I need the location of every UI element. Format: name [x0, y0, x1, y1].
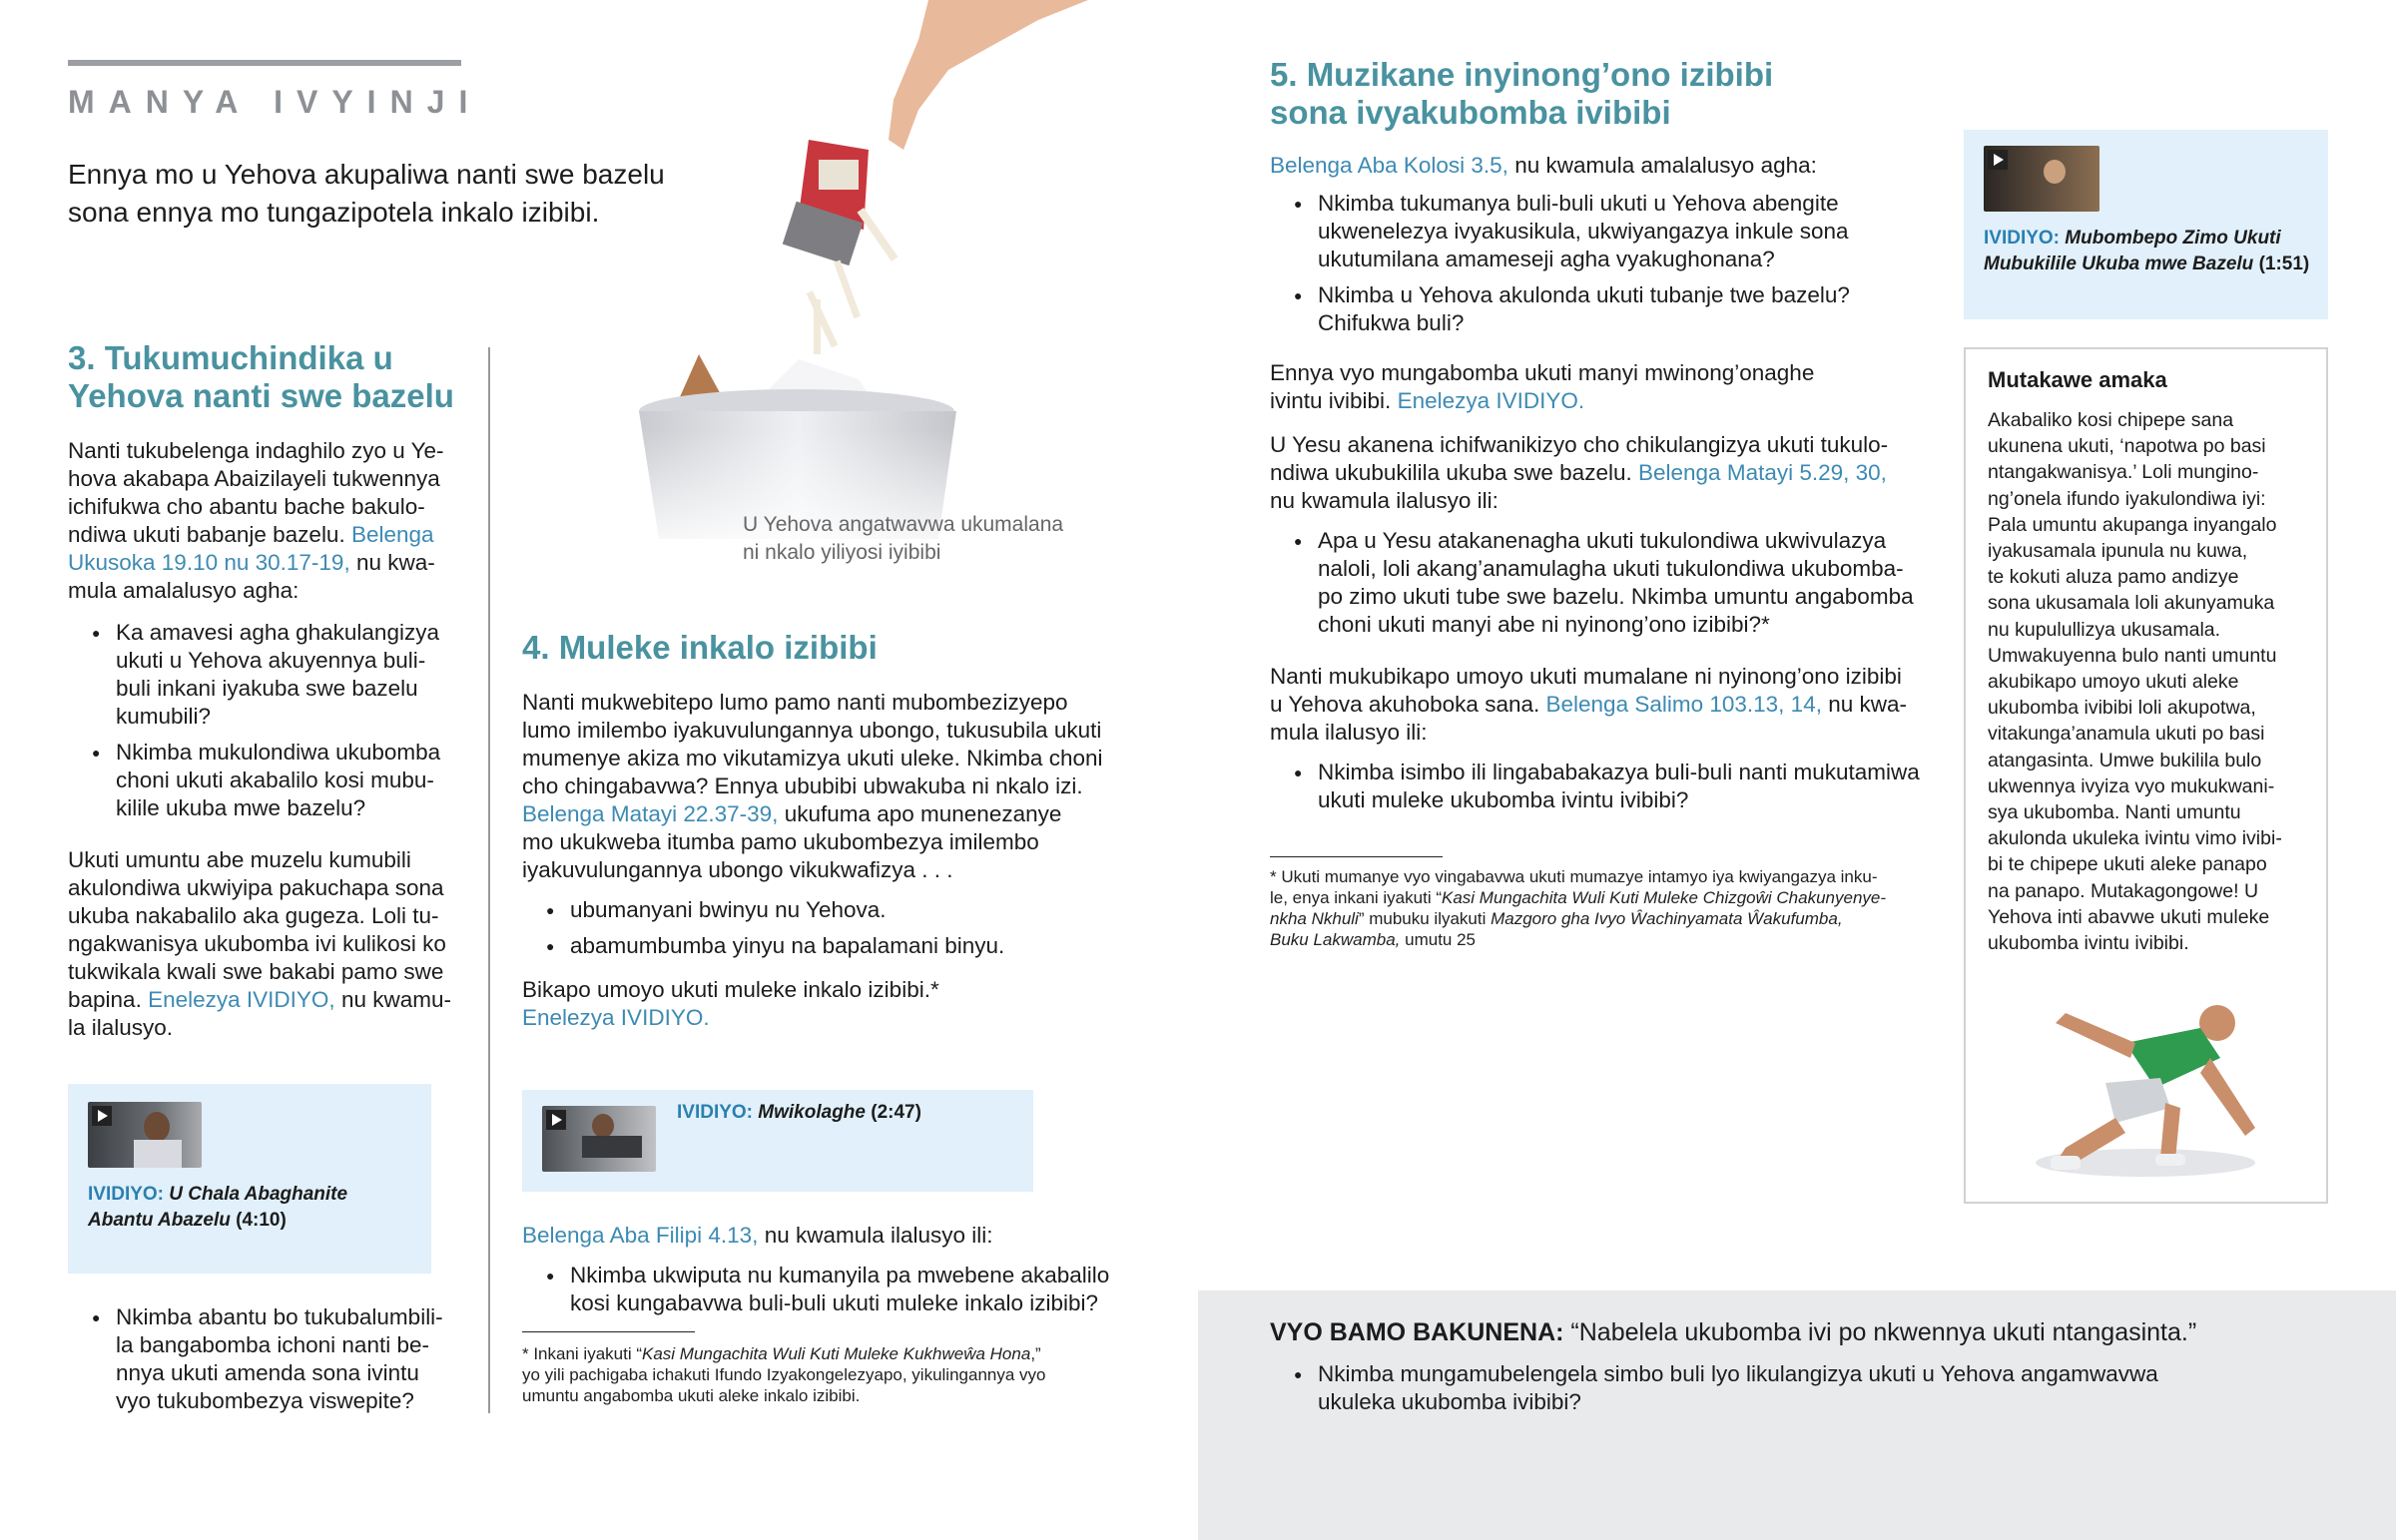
title-line: Yehova nanti swe bazelu — [68, 377, 454, 414]
text-line: ● Nkimba tukumanya buli-buli ukuti u Yehova abengite — [1318, 191, 1839, 216]
section-3 — [68, 339, 467, 1042]
video-title: U Chala Abaghanite — [169, 1184, 348, 1205]
text-line: ● Nkimba mukulondiwa ukubomba — [116, 740, 441, 765]
footnote-rule — [522, 1331, 695, 1332]
sidebar-text-line: vitakunga’anamula ukuti po basi — [1988, 723, 2265, 746]
footnote-text: * Inkani iyakuti “ — [522, 1344, 642, 1363]
section-3-bullets — [68, 619, 467, 822]
video-caption-prefix: IVIDIYO: — [1984, 228, 2061, 249]
video-link[interactable]: Enelezya IVIDIYO. — [1397, 388, 1585, 413]
question-item — [1270, 190, 1949, 273]
sidebar-text-line: ntangakwanisya.’ Loli mungino- — [1988, 461, 2259, 484]
footnote-rule — [1270, 856, 1443, 857]
text-line: lumo imilembo iyakuvulungannya ubongo, tukusubila ukuti — [522, 718, 1102, 743]
scripture-link[interactable]: Belenga Aba Filipi 4.13, — [522, 1223, 759, 1248]
sidebar-text-line: nu kupulullizya ukusamala. — [1988, 618, 2221, 641]
text-line: naloli, loli akang’anamulagha ukuti tukulondiwa ukubomba- — [1318, 556, 1904, 581]
video-label — [88, 1182, 407, 1234]
section-5-bullet3 — [1270, 527, 1949, 639]
list-item: ● abamumbumba yinyu na bapalamani binyu. — [522, 932, 1141, 960]
footnote-text: yo yili pachigaba ichakuti Ifundo Izyakongelezyapo, yikulingannya vyo — [522, 1365, 1046, 1384]
video-caption-prefix: IVIDIYO: — [677, 1102, 754, 1123]
text-line: nu kwamula amalalusyo agha: — [1514, 153, 1817, 178]
text-line: ichifukwa cho abantu bache bakulo- — [68, 494, 425, 519]
page-header: MANYA IVYINJI — [68, 84, 482, 120]
footnote-book: Mazgoro gha Ivyo Ŵachinyamata Ŵakufumba, — [1491, 909, 1843, 928]
footnote-title: Kasi Mungachita Wuli Kuti Muleke Kukhweŵa Hona — [642, 1344, 1031, 1363]
footnote-text: le, enya inkani iyakuti “ — [1270, 888, 1442, 907]
sidebar-text-line: te kokuti aluza pamo andizye — [1988, 566, 2239, 589]
sidebar-text-line: bi te chipepe ukuti aleke panapo — [1988, 853, 2267, 876]
video-label — [677, 1100, 921, 1126]
text-line: ukufuma apo munenezanye — [784, 801, 1062, 826]
video-link[interactable]: Enelezya IVIDIYO. — [522, 1005, 710, 1030]
sidebar-text-line: Pala umuntu akupanga inyangalo — [1988, 513, 2277, 536]
text-line: ivintu ivibibi. — [1270, 388, 1392, 413]
text-line: tukwikala kwali swe bakabi pamo swe — [68, 959, 444, 984]
sidebar-text-line: ng’onela ifundo iyakulondiwa iyi: — [1988, 487, 2266, 510]
section-5-para1 — [1270, 359, 1949, 415]
sidebar-text-line: akulonda ukuleka ivintu vimo ivibi- — [1988, 827, 2282, 850]
text-line: Bikapo umoyo ukuti muleke inkalo izibibi.* — [522, 977, 939, 1002]
video-thumbnail[interactable] — [88, 1102, 202, 1168]
question-item — [1270, 281, 1949, 337]
text-line: vyo tukubombezya viswepite? — [116, 1388, 414, 1413]
text-line: kosi kungabavwa buli-buli ukuti muleke inkalo izibibi? — [570, 1290, 1099, 1315]
list-item: ● ubumanyani bwinyu nu Yehova. — [522, 896, 1141, 924]
others-say-label: VYO BAMO BAKUNENA: — [1270, 1318, 1564, 1346]
text-line: Nanti tukubelenga indaghilo zyo u Ye- — [68, 438, 444, 463]
hand-icon — [889, 0, 1088, 150]
text-line: ● Nkimba u Yehova akulonda ukuti tubanje twe bazelu? — [1318, 282, 1850, 307]
text-line: ● Nkimba ukwiputa nu kumanyila pa mwebene akabalilo — [570, 1263, 1110, 1287]
section-5 — [1270, 56, 1949, 822]
question-item — [1270, 759, 1949, 814]
sidebar-text-line: Umwakuyenna bulo nanti umuntu — [1988, 644, 2277, 667]
scripture-link[interactable]: Belenga — [350, 522, 434, 547]
scripture-link[interactable]: Belenga Salimo 103.13, 14, — [1545, 692, 1822, 717]
intro-text: Ennya mo u Yehova akupaliwa nanti swe bazelu sona ennya mo tungazipotela inkalo izibibi. — [68, 159, 665, 228]
sidebar-text-line: sya ukubomba. Nanti umuntu — [1988, 801, 2241, 824]
sidebar-text-line: iyakusamala ipunula nu kuwa, — [1988, 540, 2248, 563]
text-line: Nanti mukubikapo umoyo ukuti mumalane ni nyinong’ono izibibi — [1270, 664, 1902, 689]
section-4-para2 — [522, 976, 1141, 1032]
video-title: Mwikolaghe — [758, 1102, 866, 1123]
footnote-text: ,” — [1030, 1344, 1041, 1363]
section-5-read — [1270, 152, 1949, 180]
title-line: 3. Tukumuchindika u — [68, 339, 393, 376]
video-duration: (4:10) — [236, 1210, 287, 1231]
text-line: U Yesu akanena ichifwanikizyo cho chikulangizya ukuti tukulo- — [1270, 432, 1889, 457]
footnote-text: umuntu angabomba ukuti aleke inkalo izibibi. — [522, 1386, 861, 1405]
runner-illustration — [1996, 988, 2295, 1188]
footnote-text: ” mubuku ilyakuti — [1358, 909, 1492, 928]
video-caption-prefix: IVIDIYO: — [88, 1184, 165, 1205]
text-line: mo ukukweba itumba pamo ukubombezya imilembo — [522, 829, 1039, 854]
title-line: 5. Muzikane inyinong’ono izibibi — [1270, 56, 1774, 93]
video-box-mubombepo[interactable] — [1964, 130, 2328, 319]
text-line: bapina. — [68, 987, 142, 1012]
text-line: ● Nkimba isimbo ili lingababakazya buli-buli nanti mukutamiwa — [1318, 760, 1920, 784]
text-line: nu kwa- — [355, 550, 435, 575]
footnote-right — [1270, 866, 1949, 950]
footnote-left — [522, 1343, 1121, 1406]
sidebar-text-line: ukubomba ivibibi loli akupotwa, — [1988, 697, 2256, 720]
text-line: hova akabapa Abaizilayeli tukwennya — [68, 466, 440, 491]
text-line: nu kwamula ilalusyo ili: — [1270, 488, 1498, 513]
section-5-para3 — [1270, 663, 1949, 747]
text-line: mumenye akiza mo vikutamizya ukuti uleke. Nkimba choni — [522, 746, 1103, 770]
text-line: kumubili? — [116, 704, 212, 729]
sidebar-text-line: sona ukusamala loli akunyamuka — [1988, 592, 2275, 615]
footnote-text: umutu 25 — [1400, 930, 1477, 949]
section-5-bullet4 — [1270, 759, 1949, 814]
text-line: cho chingabavwa? Ennya ububibi ubwakuba ni nkalo izi. — [522, 773, 1083, 798]
question-item — [68, 739, 467, 822]
section-5-para2 — [1270, 431, 1949, 515]
section-5-bullets — [1270, 190, 1949, 337]
sidebar-text-line: na panapo. Mutakagongowe! U — [1988, 879, 2259, 902]
text-line: ukutumilana amameseji agha vyakughonana? — [1318, 247, 1775, 271]
text-line: po zimo ukuti tube swe bazelu. Nkimba umuntu angabomba — [1318, 584, 1914, 609]
video-title: Mubombepo Zimo Ukuti — [2065, 228, 2281, 249]
video-box-chala[interactable] — [68, 1084, 431, 1274]
others-say-bullets — [1270, 1360, 2268, 1424]
play-icon[interactable] — [546, 1110, 566, 1130]
text-line: ukwenelezya ivyakusikula, ukwiyangazya inkule sona — [1318, 219, 1849, 244]
sidebar-title: Mutakawe amaka — [1988, 367, 2167, 392]
image-caption-line: U Yehova angatwavwa ukumalana — [743, 513, 1064, 536]
video-link[interactable]: Enelezya IVIDIYO, — [148, 987, 335, 1012]
title-line: sona ivyakubomba ivibibi — [1270, 94, 1671, 131]
text-line: nnya ukuti amenda sona ivintu — [116, 1360, 419, 1385]
question-item — [1270, 527, 1949, 639]
text-line: Ennya vyo mungabomba ukuti manyi mwinong’onaghe — [1270, 360, 1815, 385]
video-title: Abantu Abazelu — [88, 1210, 231, 1231]
play-icon[interactable] — [92, 1106, 112, 1126]
text-line: ukuti muleke ukubomba ivintu ivibibi? — [1318, 787, 1689, 812]
video-thumbnail[interactable] — [1984, 146, 2099, 212]
sidebar-text-line: ukunena ukuti, ‘napotwa po basi — [1988, 435, 2266, 458]
text-line: nu kwa- — [1828, 692, 1908, 717]
video-thumbnail[interactable] — [542, 1106, 656, 1172]
image-caption — [743, 511, 1063, 567]
sidebar-text-line: Yehova inti abavwe ukuti muleke — [1988, 905, 2270, 928]
question-item — [68, 619, 467, 731]
question-item — [522, 1262, 1141, 1317]
video-title: Mubukilile Ukuba mwe Bazelu — [1984, 254, 2254, 274]
text-line: nu kwamula ilalusyo ili: — [764, 1223, 993, 1248]
section-3-bullet-final — [68, 1303, 487, 1423]
question-item — [1270, 1360, 2268, 1416]
text-line: ● Nkimba abantu bo tukubalumbili- — [116, 1304, 443, 1329]
text-line: ● Apa u Yesu atakanenagha ukuti tukulondiwa ukwivulazya — [1318, 528, 1887, 553]
text-line: ● Ka amavesi agha ghakulangizya — [116, 620, 439, 645]
video-label — [1984, 226, 2323, 277]
others-say-line — [1270, 1316, 2196, 1348]
text-line: mula ilalusyo ili: — [1270, 720, 1428, 745]
text-line: ● Nkimba mungamubelengela simbo buli lyo likulangizya ukuti u Yehova angamwavwa — [1318, 1361, 2158, 1386]
section-4 — [522, 629, 1141, 1032]
scripture-link[interactable]: Belenga Aba Kolosi 3.5, — [1270, 153, 1508, 178]
video-duration: (2:47) — [871, 1102, 921, 1123]
scripture-link[interactable]: Ukusoka 19.10 nu 30.17-19, — [68, 550, 350, 575]
question-item — [68, 1303, 487, 1415]
video-box-mwikolaghe[interactable] — [522, 1090, 1033, 1192]
section-3-para1 — [68, 437, 467, 605]
sidebar-text-line: ukubomba ivintu ivibibi. — [1988, 932, 2189, 955]
text-line: iyakuvulungannya ubongo vikukwafizya . . . — [522, 857, 953, 882]
section-4-title: 4. Muleke inkalo izibibi — [522, 629, 878, 666]
sidebar-body — [1988, 407, 2307, 956]
sidebar-text-line: atangasinta. Umwe bukilila bulo — [1988, 749, 2262, 771]
section-4-bullets — [522, 896, 1141, 960]
sidebar-box — [1964, 347, 2328, 1204]
section-3-title — [68, 339, 467, 415]
others-say-quote: “Nabelela ukubomba ivi po nkwennya ukuti ntangasinta.” — [1570, 1318, 2197, 1346]
scripture-link[interactable]: Belenga Matayi 22.37-39, — [522, 801, 779, 826]
section-4-question — [522, 1262, 1141, 1317]
footnote-text: * Ukuti mumanye vyo vingabavwa ukuti mumazye intamyo iya kwiyangazya inku- — [1270, 867, 1878, 886]
header-rule — [68, 60, 461, 66]
text-line: nu kwamu- — [340, 987, 451, 1012]
video-duration: (1:51) — [2258, 254, 2310, 274]
sidebar-text-line: Akabaliko kosi chipepe sana — [1988, 409, 2234, 431]
text-line: ndiwa ukubukilila ukuba swe bazelu. — [1270, 460, 1632, 485]
text-line: ukuleka ukubomba ivibibi? — [1318, 1389, 1581, 1414]
text-line: Ukuti umuntu abe muzelu kumubili — [68, 847, 411, 872]
trash-can-illustration — [619, 0, 1118, 559]
footnote-book: Buku Lakwamba, — [1270, 930, 1401, 949]
section-5-title — [1270, 56, 1949, 132]
text-line: ngakwanisya ukubomba ivi kulikosi ko — [68, 931, 446, 956]
text-line: Chifukwa buli? — [1318, 310, 1465, 335]
text-line: mula amalalusyo agha: — [68, 578, 300, 603]
text-line: choni ukuti akabalilo kosi mubu- — [116, 768, 434, 792]
text-line: la bangabomba ichoni nanti be- — [116, 1332, 429, 1357]
column-divider — [488, 347, 490, 1413]
sidebar-text-line: akubikapo umoyo ukuti aleke — [1988, 671, 2239, 694]
text-line: akulondiwa ukwiyipa pakuchapa sona — [68, 875, 444, 900]
text-line: ndiwa ukuti babanje bazelu. — [68, 522, 345, 547]
text-line: Nanti mukwebitepo lumo pamo nanti mubombezizyepo — [522, 690, 1068, 715]
play-icon[interactable] — [1988, 150, 2008, 170]
section-3-para2 — [68, 846, 467, 1042]
scripture-link[interactable]: Belenga Matayi 5.29, 30, — [1638, 460, 1887, 485]
text-line: ukuti u Yehova akuyennya buli- — [116, 648, 426, 673]
text-line: la ilalusyo. — [68, 1015, 174, 1040]
text-line: kilile ukuba mwe bazelu? — [116, 795, 366, 820]
footnote-title: nkha Nkhuli — [1270, 909, 1359, 928]
image-caption-line: ni nkalo yiliyosi iyibibi — [743, 541, 941, 564]
text-line: ukuba nakabalilo aka gugeza. Loli tu- — [68, 903, 439, 928]
text-line: choni ukuti manyi abe ni nyinong’ono izibibi?* — [1318, 612, 1770, 637]
section-4-read — [522, 1222, 1141, 1325]
others-say-box — [1198, 1290, 2396, 1540]
text-line: buli inkani iyakuba swe bazelu — [116, 676, 418, 701]
footnote-title: Kasi Mungachita Wuli Kuti Muleke Chizgoŵi Chakunyenye- — [1441, 888, 1887, 907]
text-line: u Yehova akuhoboka sana. — [1270, 692, 1540, 717]
sidebar-text-line: ukwennya ivyiza vyo mukukwani- — [1988, 774, 2275, 797]
section-4-para1 — [522, 689, 1141, 884]
